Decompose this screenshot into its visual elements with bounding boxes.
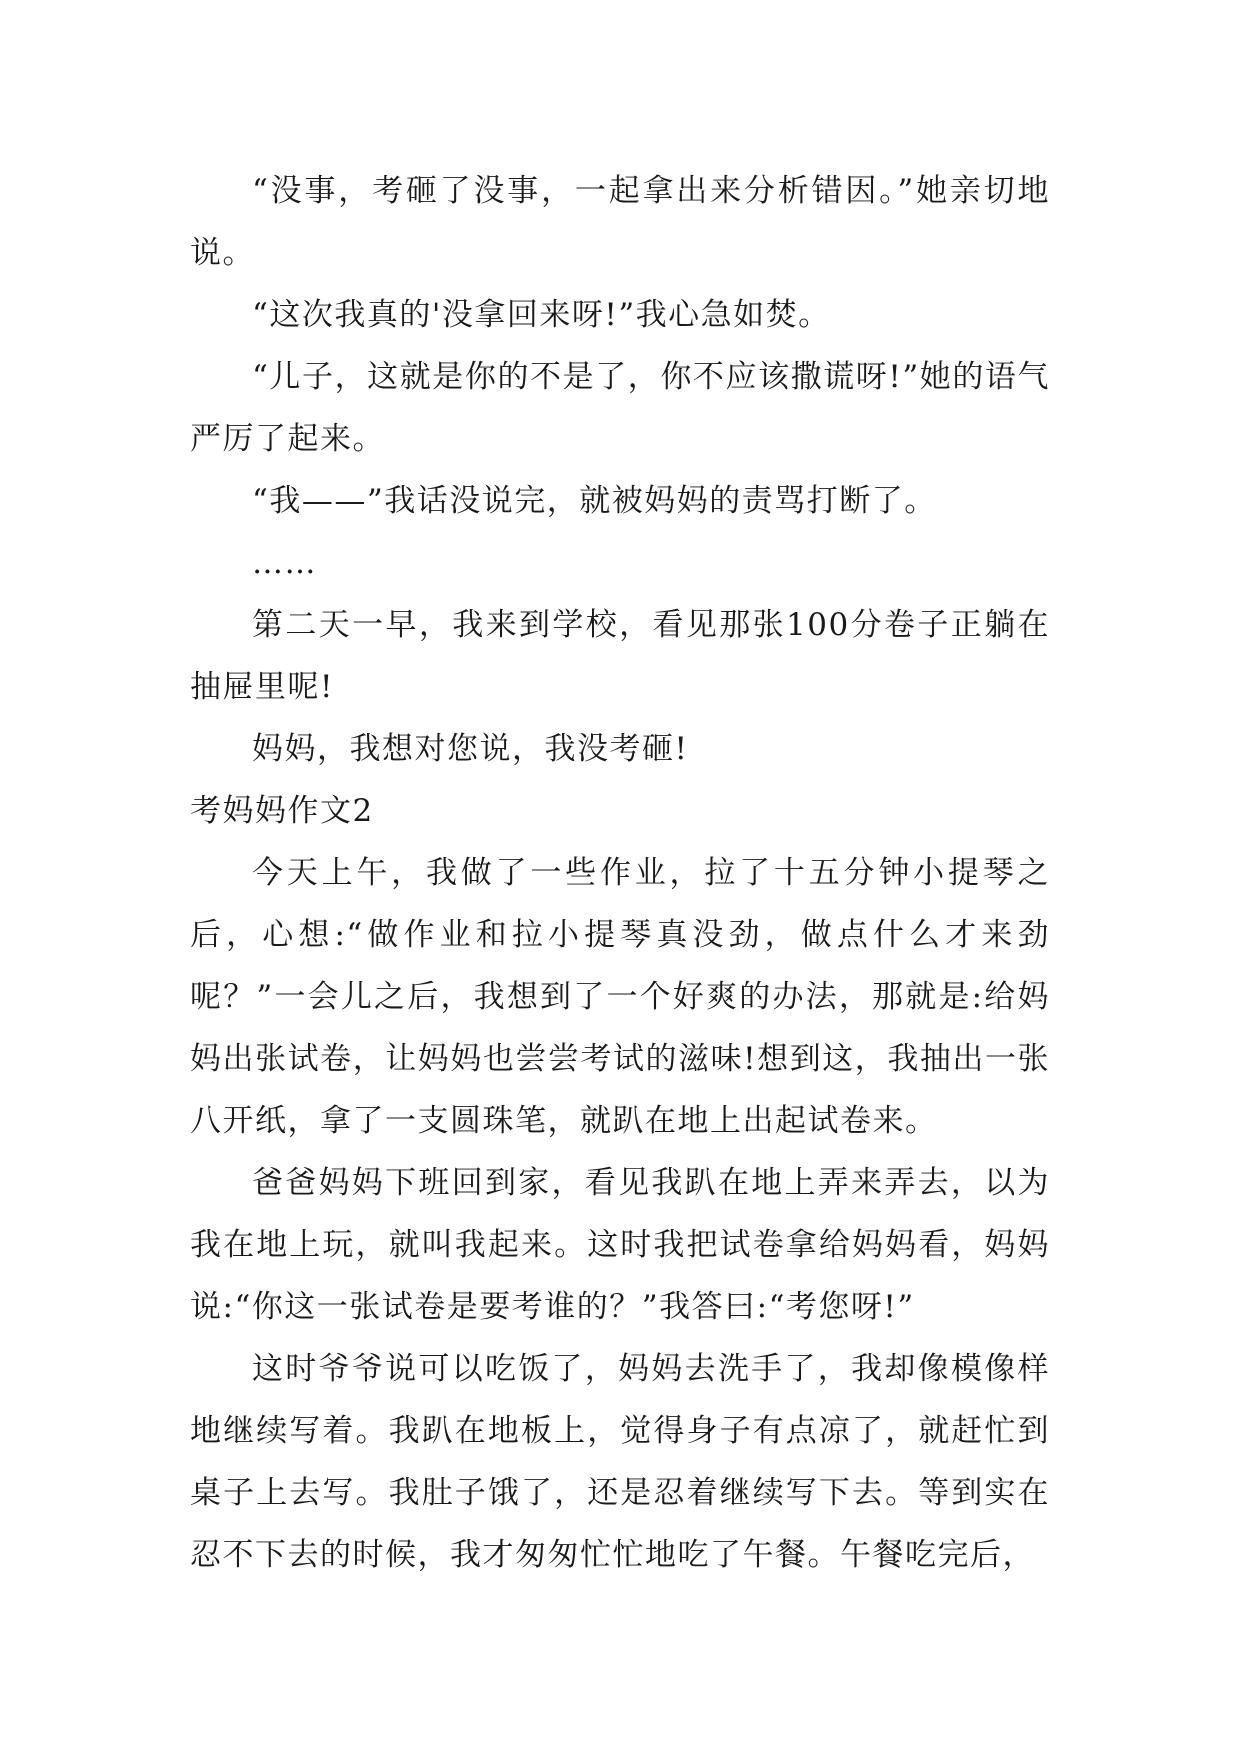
paragraph-4: “我——”我话没说完，就被妈妈的责骂打断了。 bbox=[252, 483, 937, 519]
paragraph-8: 爸爸妈妈下班回到家，看见我趴在地上弄来弄去，以为我在地上玩，就叫我起来。这时我把试卷拿给妈妈看，妈妈说:“你这一张试卷是要考谁的？”我答曰:“考您呀!” bbox=[190, 1165, 1050, 1325]
document-page bbox=[190, 160, 1050, 1586]
paragraph-7: 今天上午，我做了一些作业，拉了十五分钟小提琴之后，心想:“做作业和拉小提琴真没劲，做点什么才来劲呢？”一会儿之后，我想到了一个好爽的办法，那就是:给妈妈出张试卷，让妈妈也尝尝考试的滋味!想到这，我抽出一张八开纸，拿了一支圆珠笔，就趴在地上出起试卷来。 bbox=[190, 855, 1050, 1139]
paragraph-3: “儿子，这就是你的不是了，你不应该撒谎呀!”她的语气严厉了起来。 bbox=[190, 359, 1050, 457]
section-title: 考妈妈作文2 bbox=[190, 793, 374, 829]
paragraph-9: 这时爷爷说可以吃饭了，妈妈去洗手了，我却像模像样地继续写着。我趴在地板上，觉得身子有点凉了，就赶忙到桌子上去写。我肚子饿了，还是忍着继续写下去。等到实在忍不下去的时候，我才匆匆忙忙地吃了午餐。午餐吃完后， bbox=[190, 1351, 1050, 1573]
paragraph-1: “没事，考砸了没事，一起拿出来分析错因。”她亲切地说。 bbox=[190, 173, 1050, 271]
ellipsis-line: …… bbox=[252, 545, 317, 581]
paragraph-5: 第二天一早，我来到学校，看见那张100分卷子正躺在抽屉里呢! bbox=[190, 607, 1050, 705]
paragraph-2: “这次我真的'没拿回来呀!”我心急如焚。 bbox=[252, 297, 831, 333]
paragraph-6: 妈妈，我想对您说，我没考砸! bbox=[252, 731, 689, 767]
